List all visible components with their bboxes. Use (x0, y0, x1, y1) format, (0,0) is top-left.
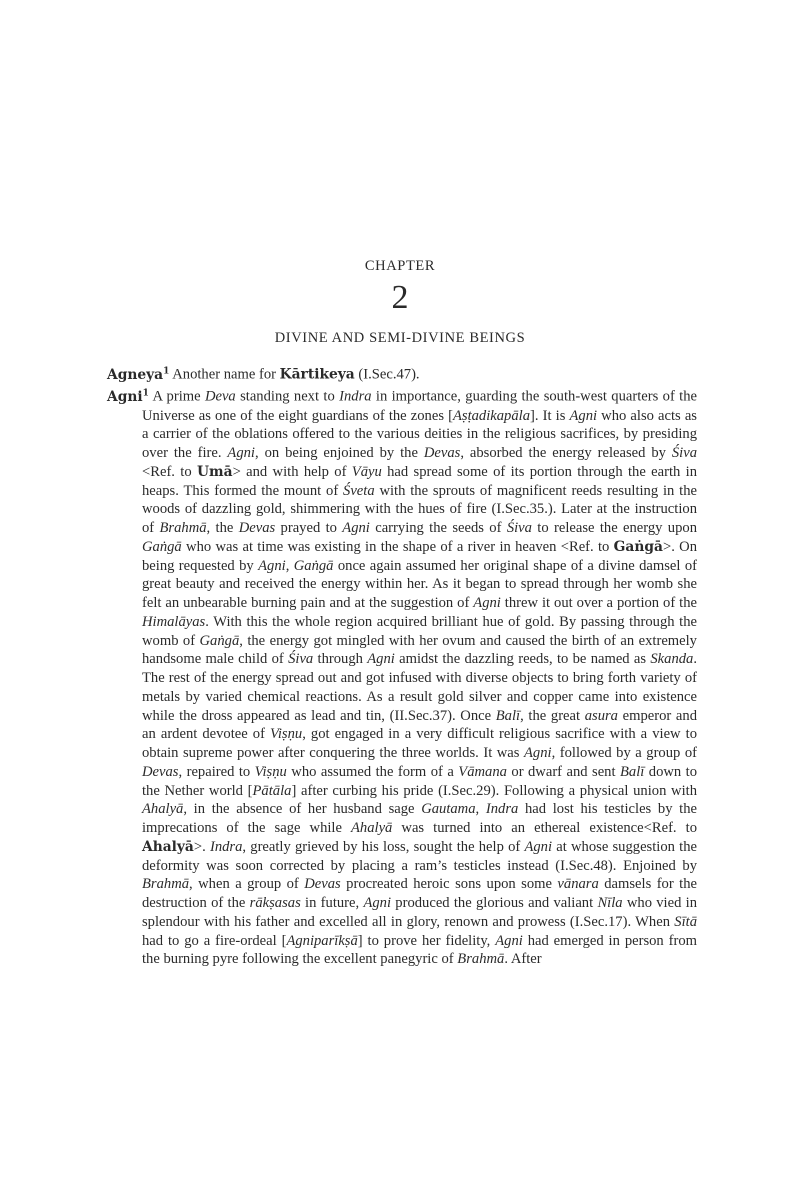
entry-italic-term: Indra (485, 801, 519, 818)
entry-text-run: damsels for the destruction of the (142, 876, 697, 912)
entry-italic-term: Brahmā (142, 876, 190, 893)
entry-italic-term: Gautama (421, 801, 476, 818)
entry-italic-term: Brahmā (457, 951, 505, 968)
entry-italic-term: Balī (620, 763, 645, 780)
entry-italic-term: Agniparīkṣā (286, 932, 358, 949)
entry-text-run: , greatly grieved by his loss, sought the help of (242, 838, 525, 855)
entry-italic-term: rākṣasas (249, 895, 301, 912)
entry-text (169, 367, 419, 383)
headword-superscript: 1 (163, 366, 170, 376)
entry-italic-term: Agni (363, 895, 392, 912)
entry-italic-term: Agni (524, 745, 552, 762)
entry-text-run: with the sprouts of magnificent reeds resulting in the woods of dazzling gold, shimmering with the hues of fire (I.Sec.35.). Later at the instruction of (142, 482, 698, 537)
entry-italic-term: Agni (473, 595, 501, 612)
entry-list (107, 362, 697, 969)
entry-headword: Agni$^1$ (107, 388, 149, 405)
entry-text-run: , the (206, 520, 239, 537)
entry-text-run: or dwarf and sent (506, 763, 620, 780)
entry-text-run: . With this the whole region acquired brilliant hue of gold. By passing through the womb of (142, 613, 697, 649)
chapter-label: CHAPTER (364, 258, 436, 274)
entry-italic-term: Ahalyā (351, 820, 393, 837)
entry-text-run: ]. It is (530, 407, 570, 424)
entry-italic-term: asura (584, 707, 618, 724)
entry-text-run: , (475, 801, 486, 818)
entry-italic-term: Viṣṇu (270, 726, 303, 743)
entry-text-run: down to the Nether world [ (142, 763, 698, 799)
cross-reference: Umā (196, 463, 233, 480)
entry-agneya (107, 362, 697, 384)
entry-italic-term: Balī (495, 707, 521, 724)
entry-text-run: who also acts as a carrier of the oblations offered to the various deities in the religious sacrifices, by presiding over the fire. (142, 407, 697, 462)
entry-text-run: threw it out over a portion of the (500, 595, 697, 612)
entry-text-run: in importance, guarding the south-west quarters of the Universe as one of the eight guardians of the zones [ (142, 388, 697, 424)
entry-text-run: ] after curbing his pride (I.Sec.29). Following a physical union with (291, 782, 697, 799)
entry-italic-term: Gaṅgā (199, 632, 240, 649)
entry-italic-term: Brahmā (159, 520, 207, 537)
entry-italic-term: Agni (342, 520, 370, 537)
entry-text-run: > and with help of (232, 463, 352, 480)
entry-italic-term: Devas (423, 445, 461, 462)
entry-text-run: , (285, 557, 294, 574)
entry-text-run: , in the absence of her husband sage (183, 801, 422, 818)
entry-italic-term: Ahalyā (142, 801, 184, 818)
entry-text-run: once again assumed her original shape of a divine damsel of great beauty and received the energy within her. As it began to spread through her womb she felt an unbearable burning pain and at the suggestion of (142, 557, 698, 612)
entry-text-run: <Ref. to (142, 463, 197, 480)
entry-italic-term: Skanda (650, 651, 694, 668)
entry-italic-term: Indra (209, 838, 243, 855)
entry-text-run: A prime (148, 388, 205, 405)
entry-italic-term: Nīla (597, 895, 623, 912)
entry-text-run: to release the energy upon (531, 520, 697, 537)
entry-text-run: . After (504, 951, 542, 968)
entry-italic-term: Devas (142, 763, 179, 780)
entry-text-run: ] to prove her fidelity, (357, 932, 496, 949)
entry-headword: Agneya$^1$ (107, 366, 170, 383)
entry-text-run: produced the glorious and valiant (391, 895, 598, 912)
entry-italic-term: Aṣṭadikapāla (452, 407, 530, 424)
entry-agni (107, 384, 697, 969)
entry-italic-term: Gaṅgā (142, 538, 182, 555)
entry-text-run: prayed to (275, 520, 343, 537)
entry-text-run: , when a group of (189, 876, 305, 893)
entry-text-run: >. On being requested by (142, 538, 698, 574)
entry-text-run: . The rest of the energy spread out and got infused with diverse objects to bring forth variety of metals by varied chemical reactions. As a result gold silver and copper came into existence while the dross appeared as lead and tin, (II.Sec.37). Once (142, 651, 697, 724)
entry-italic-term: Devas (238, 520, 276, 537)
entry-italic-term: Himalāyas (142, 613, 206, 630)
entry-text-run: , got engaged in a very difficult religious sacrifice with a view to obtain supreme power after conquering the three worlds. It was (142, 726, 697, 762)
entry-italic-term: Vāyu (351, 463, 382, 480)
entry-text-run: in future, (300, 895, 364, 912)
entry-italic-term: Agni (569, 407, 598, 424)
entry-italic-term: Agni (258, 557, 286, 574)
entry-italic-term: Vāmana (458, 763, 507, 780)
entry-text-run: procreated heroic sons upon some (340, 876, 558, 893)
entry-text-run: , absorbed the energy released by (460, 445, 672, 462)
entry-text-run: standing next to (235, 388, 340, 405)
entry-italic-term: Deva (204, 388, 236, 405)
entry-text-run: was turned into an ethereal existence<Ref. to (392, 820, 697, 837)
entry-italic-term: Agni (524, 838, 553, 855)
cross-reference: Kārtikeya (279, 366, 355, 383)
entry-italic-term: Indra (339, 388, 372, 405)
cross-reference: Gaṅgā (613, 538, 663, 555)
entry-italic-term: Devas (304, 876, 341, 893)
entry-italic-term: Śiva (506, 520, 532, 537)
entry-text-run: , on being enjoined by the (255, 445, 424, 462)
entry-text-run: through (313, 651, 368, 668)
entry-text-run: , the great (520, 707, 585, 724)
entry-text-run: who was at time was existing in the shape of a river in heaven <Ref. to (181, 538, 614, 555)
entry-text-run: had spread some of its portion through the earth in heaps. This formed the mount of (142, 463, 697, 499)
entry-italic-term: Agni (495, 932, 523, 949)
entry-text-run: at whose suggestion the deformity was soon corrected by placing a ram’s testicles instead (I.Sec.48). Enjoined by (142, 838, 697, 874)
entry-text-run: had emerged in person from the burning pyre following the excellent panegyric of (142, 932, 697, 968)
entry-text-run: >. (193, 838, 210, 855)
chapter-title: DIVINE AND SEMI-DIVINE BEINGS (274, 330, 526, 346)
headword-superscript: 1 (142, 388, 149, 399)
entry-italic-term: Agni (227, 445, 255, 462)
entry-text-run: emperor and an ardent devotee of (142, 707, 697, 743)
entry-text-run: had lost his testicles by the imprecations of the sage while (142, 801, 698, 837)
entry-text-run: , followed by a group of (551, 745, 698, 762)
entry-text-run: , the energy got mingled with her ovum and caused the birth of an extremely handsome male child of (142, 632, 697, 668)
cross-reference: Ahalyā (142, 838, 194, 855)
entry-text-run: carrying the seeds of (369, 520, 507, 537)
entry-text (142, 389, 697, 968)
entry-italic-term: Śiva (288, 651, 314, 668)
entry-text-run: (I.Sec.47). (354, 366, 420, 383)
entry-text-run: , repaired to (178, 763, 255, 780)
entry-italic-term: Śveta (343, 482, 375, 499)
entry-text-run: had to go a fire-ordeal [ (142, 932, 287, 949)
entry-italic-term: Sītā (674, 913, 697, 930)
chapter-number: 2 (391, 279, 409, 316)
entry-text-run: Another name for (169, 366, 280, 383)
entry-text-run: who assumed the form of a (286, 763, 459, 780)
entry-italic-term: vānara (557, 876, 599, 893)
entry-italic-term: Gaṅgā (293, 557, 334, 574)
entry-text-run: who vied in splendour with his father and excelled all in glory, renown and prowess (I.Sec.17). When (142, 895, 698, 930)
entry-text-run: amidst the dazzling reeds, to be named as (394, 651, 651, 668)
entry-italic-term: Pātāla (252, 782, 292, 799)
entry-italic-term: Agni (367, 651, 395, 668)
entry-italic-term: Śiva (671, 445, 697, 462)
entry-italic-term: Viṣṇu (254, 763, 287, 780)
